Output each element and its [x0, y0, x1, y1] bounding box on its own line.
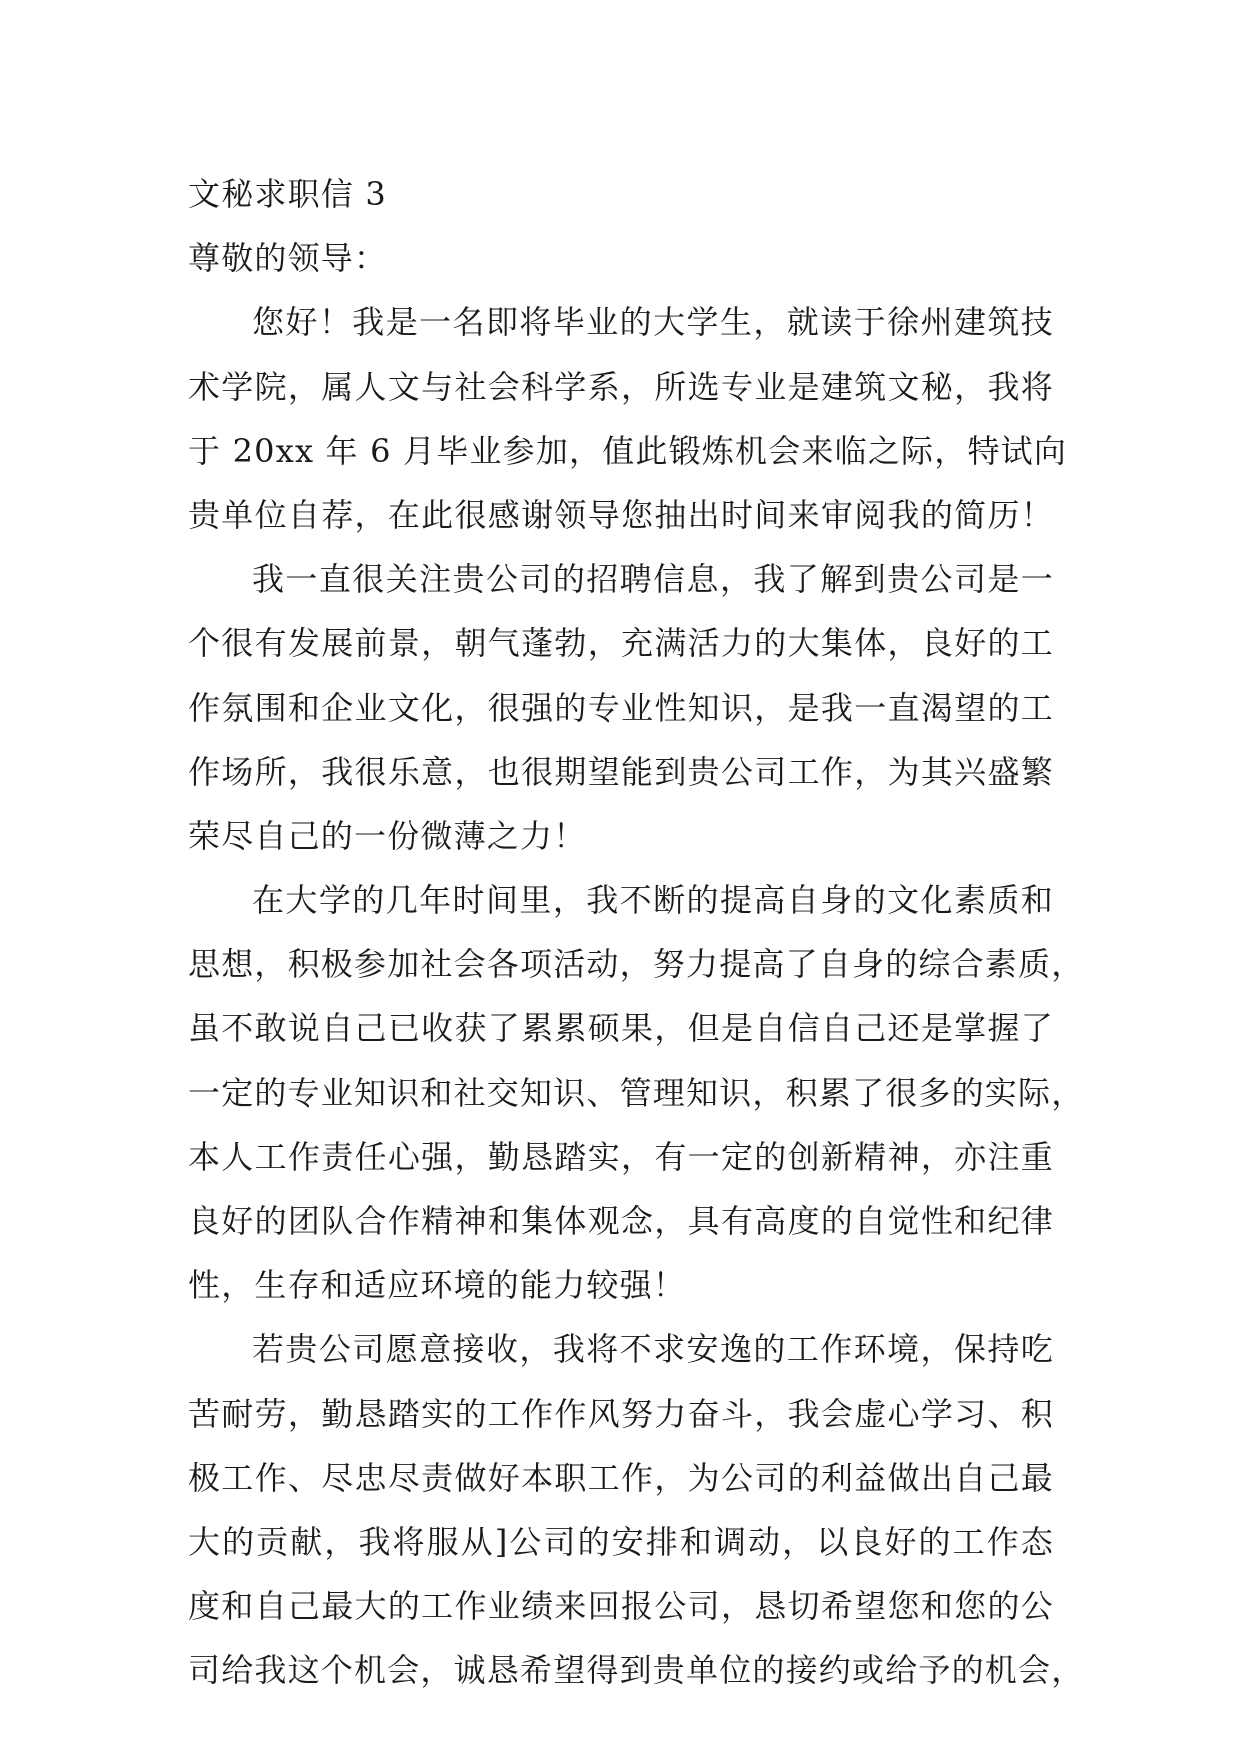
paragraph-1-line-2: 术学院，属人文与社会科学系，所选专业是建筑文秘，我将 [188, 367, 1054, 406]
paragraph-3-line-3: 虽不敢说自己已收获了累累硕果，但是自信自己还是掌握了 [188, 1009, 1054, 1048]
paragraph-2-line-2: 个很有发展前景，朝气蓬勃，充满活力的大集体，良好的工 [188, 624, 1054, 663]
salutation: 尊敬的领导： [188, 239, 388, 278]
paragraph-2-line-1: 我一直很关注贵公司的招聘信息，我了解到贵公司是一 [252, 560, 1054, 599]
paragraph-4-line-1: 若贵公司愿意接收，我将不求安逸的工作环境，保持吃 [252, 1330, 1054, 1369]
paragraph-4-line-5: 度和自己最大的工作业绩来回报公司，恳切希望您和您的公 [188, 1587, 1054, 1626]
paragraph-4-line-2: 苦耐劳，勤恳踏实的工作作风努力奋斗，我会虚心学习、积 [188, 1394, 1054, 1433]
paragraph-4-line-6: 司给我这个机会，诚恳希望得到贵单位的接约或给予的机会， [188, 1651, 1085, 1690]
paragraph-3-line-4: 一定的专业知识和社交知识、管理知识，积累了很多的实际， [188, 1073, 1085, 1112]
paragraph-1-line-1: 您好！我是一名即将毕业的大学生，就读于徐州建筑技 [252, 303, 1054, 342]
paragraph-4-line-3: 极工作、尽忠尽责做好本职工作，为公司的利益做出自己最 [188, 1458, 1054, 1497]
paragraph-3-line-2: 思想，积极参加社会各项活动，努力提高了自身的综合素质， [188, 945, 1085, 984]
paragraph-2-line-4: 作场所，我很乐意，也很期望能到贵公司工作，为其兴盛繁 [188, 752, 1054, 791]
paragraph-2-line-3: 作氛围和企业文化，很强的专业性知识，是我一直渴望的工 [188, 688, 1054, 727]
paragraph-2-line-5: 荣尽自己的一份微薄之力！ [188, 816, 587, 855]
paragraph-3-line-5: 本人工作责任心强，勤恳踏实，有一定的创新精神，亦注重 [188, 1137, 1054, 1176]
paragraph-3-line-6: 良好的团队合作精神和集体观念，具有高度的自觉性和纪律 [188, 1202, 1054, 1240]
document-title: 文秘求职信 3 [188, 175, 387, 213]
paragraph-3-line-7: 性，生存和适应环境的能力较强！ [188, 1266, 687, 1305]
paragraph-4-line-4: 大的贡献，我将服从]公司的安排和调动，以良好的工作态 [188, 1522, 1054, 1561]
paragraph-3-line-1: 在大学的几年时间里，我不断的提高自身的文化素质和 [252, 881, 1054, 920]
letter-body [188, 162, 1085, 1703]
paragraph-1-line-3: 于 20xx 年 6 月毕业参加，值此锻炼机会来临之际，特试向 [188, 431, 1068, 470]
paragraph-1-line-4: 贵单位自荐，在此很感谢领导您抽出时间来审阅我的简历！ [188, 495, 1054, 534]
